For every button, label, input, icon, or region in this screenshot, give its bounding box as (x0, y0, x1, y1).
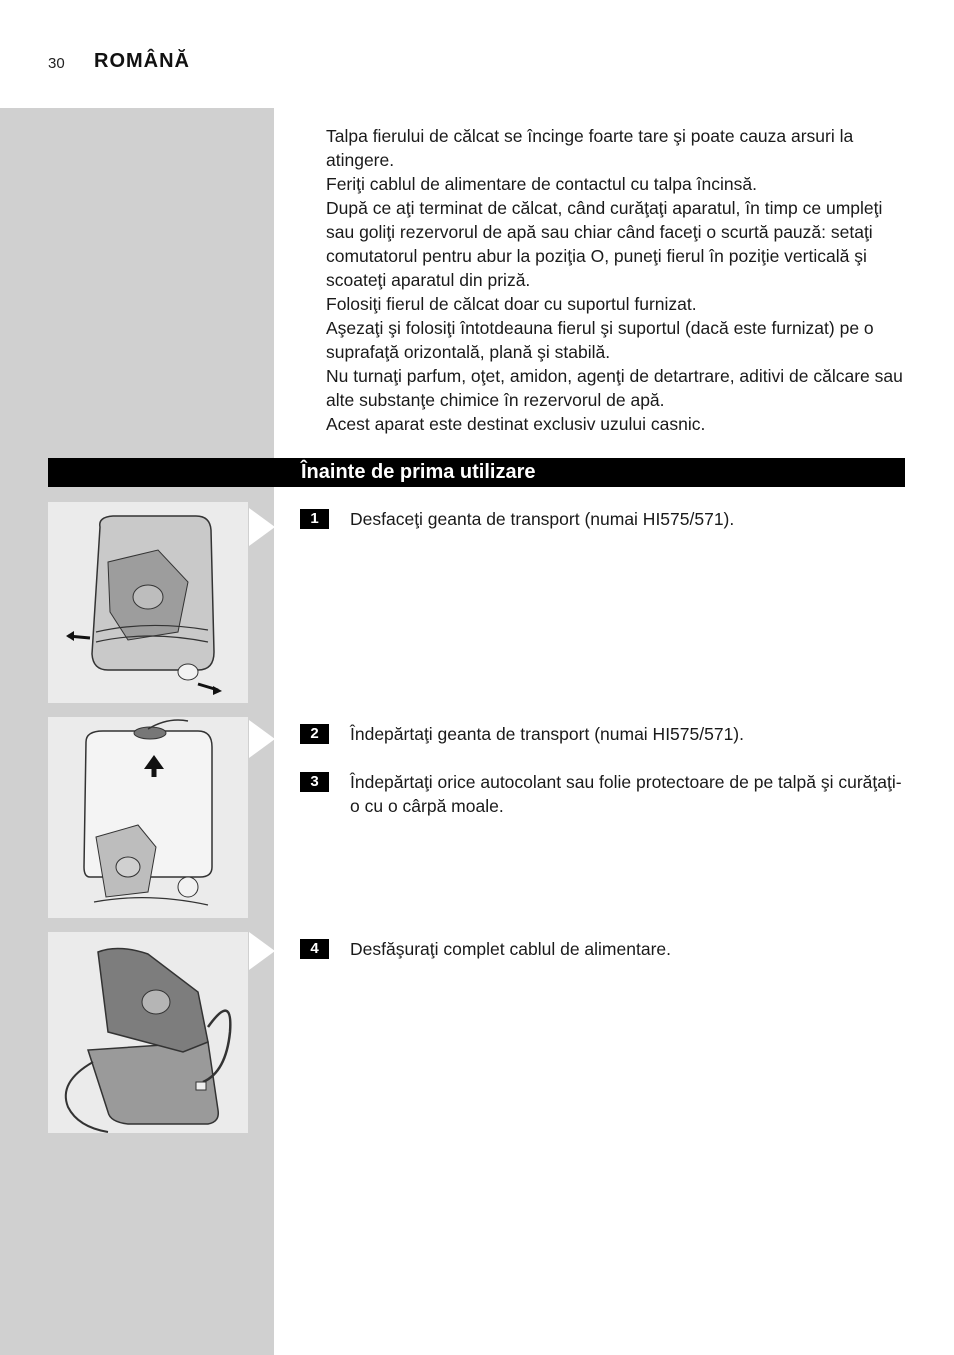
warning-text: După ce aţi terminat de călcat, când curăţaţi aparatul, în timp ce umpleţi sau goliţi rezervorul de apă sau chiar când faceţi o scurtă pauză: setaţi comutatorul pentru abur la poziţia O, puneţi fierul în poziţie verticală şi scoateţi aparatul din priză. (326, 198, 883, 290)
carry-bag-unzip-illustration (48, 502, 248, 703)
step-number-badge: 4 (300, 939, 329, 959)
step-pointer-arrow (249, 508, 275, 546)
section-title: Înainte de prima utilizare (301, 461, 536, 483)
warning-text: Nu turnaţi parfum, oţet, amidon, agenţi de detartrare, aditivi de călcare sau alte substanţe chimice în rezervorul de apă. (326, 366, 903, 410)
carry-bag-remove-illustration (48, 717, 248, 918)
iron-on-stand-illustration (48, 932, 248, 1133)
step-text: Desfăşuraţi complet cablul de alimentare. (350, 939, 671, 959)
step-number-badge: 3 (300, 772, 329, 792)
section-heading-bar (48, 458, 905, 487)
step-text: Desfaceţi geanta de transport (numai HI575/571). (350, 509, 735, 529)
language-heading: ROMÂNĂ (94, 50, 190, 72)
step-number-badge: 2 (300, 724, 329, 744)
step-pointer-arrow (249, 720, 275, 758)
step-number-badge: 1 (300, 509, 329, 529)
warning-text: Talpa fierului de călcat se încinge foarte tare şi poate cauza arsuri la atingere. (326, 126, 854, 170)
step-text: Îndepărtaţi geanta de transport (numai HI575/571). (350, 724, 744, 744)
safety-warnings (326, 124, 911, 436)
warning-text: Feriţi cablul de alimentare de contactul cu talpa încinsă. (326, 174, 757, 194)
step-text: Îndepărtaţi orice autocolant sau folie protectoare de pe talpă şi curăţaţi-o cu o cârpă moale. (350, 772, 902, 816)
warning-text: Folosiţi fierul de călcat doar cu suportul furnizat. (326, 294, 697, 314)
page-number: 30 (48, 55, 65, 72)
warning-text: Aşezaţi şi folosiţi întotdeauna fierul şi suportul (dacă este furnizat) pe o suprafaţă orizontală, plană şi stabilă. (326, 318, 874, 362)
step-pointer-arrow (249, 932, 275, 970)
warning-text: Acest aparat este destinat exclusiv uzului casnic. (326, 414, 706, 434)
